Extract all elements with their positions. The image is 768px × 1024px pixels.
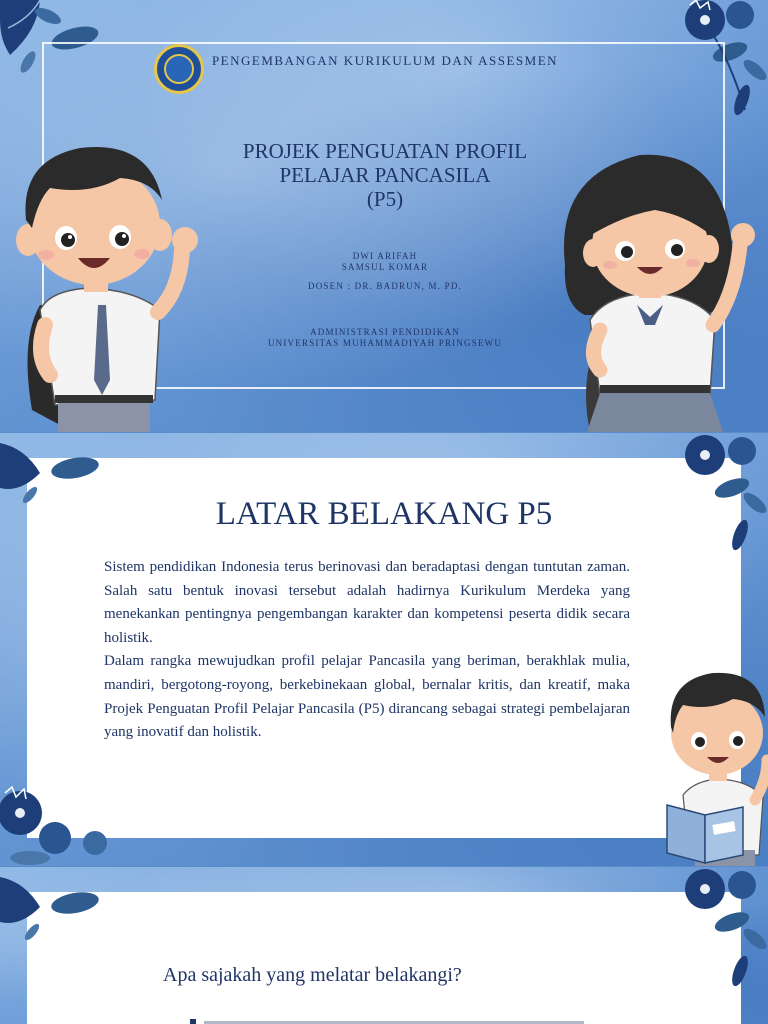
section-body bbox=[104, 556, 630, 745]
author-name: DWI ARIFAH bbox=[352, 251, 418, 261]
girl-character-icon bbox=[555, 145, 765, 432]
title-line: (P5) bbox=[366, 187, 404, 211]
author-name: SAMSUL KOMAR bbox=[341, 262, 429, 272]
lecturer-name: DOSEN : DR. BADRUN, M. PD. bbox=[308, 281, 462, 291]
presentation-title bbox=[190, 139, 580, 211]
title-line: PROJEK PENGUATAN PROFIL bbox=[242, 139, 528, 163]
paragraph: Dalam rangka mewujudkan profil pelajar Pancasila yang beriman, berakhlak mulia, mandiri, bergotong-royong, berkebinekaan global, bernalar kritis, dan kreatif, maka Projek Penguatan Profil Pelajar Pancasila (P5) dirancang sebagai strategi pembelajaran yang inovatif dan holistik. bbox=[104, 653, 630, 741]
boy-character-icon bbox=[10, 140, 210, 432]
university-name: UNIVERSITAS MUHAMMADIYAH PRINGSEWU bbox=[267, 338, 503, 348]
flower-decoration-icon bbox=[660, 867, 768, 992]
background-slide bbox=[0, 433, 768, 866]
section-heading: LATAR BELAKANG P5 bbox=[215, 496, 553, 532]
flower-decoration-icon bbox=[0, 783, 115, 866]
question-slide bbox=[0, 867, 768, 1024]
logo-seal-icon bbox=[154, 44, 204, 94]
content-card bbox=[27, 892, 741, 1024]
title-slide bbox=[0, 0, 768, 432]
institution bbox=[190, 327, 580, 349]
study-program: ADMINISTRASI PENDIDIKAN bbox=[310, 327, 460, 337]
author-list bbox=[190, 251, 580, 273]
course-subject: PENGEMBANGAN KURIKULUM DAN ASSESMEN bbox=[211, 53, 559, 68]
boy-reading-character-icon bbox=[655, 665, 768, 866]
question-text: Apa sajakah yang melatar belakangi? bbox=[163, 964, 462, 986]
cropped-text-line bbox=[190, 1017, 590, 1024]
title-line: PELAJAR PANCASILA bbox=[279, 163, 491, 187]
flower-decoration-icon bbox=[0, 867, 110, 947]
paragraph: Sistem pendidikan Indonesia terus berinovasi dan beradaptasi dengan tuntutan zaman. Salah satu bentuk inovasi tersebut adalah hadirnya Kurikulum Merdeka yang menekankan pentingnya pengembangan karakter dan kompetensi peserta didik secara holistik. bbox=[104, 559, 630, 646]
